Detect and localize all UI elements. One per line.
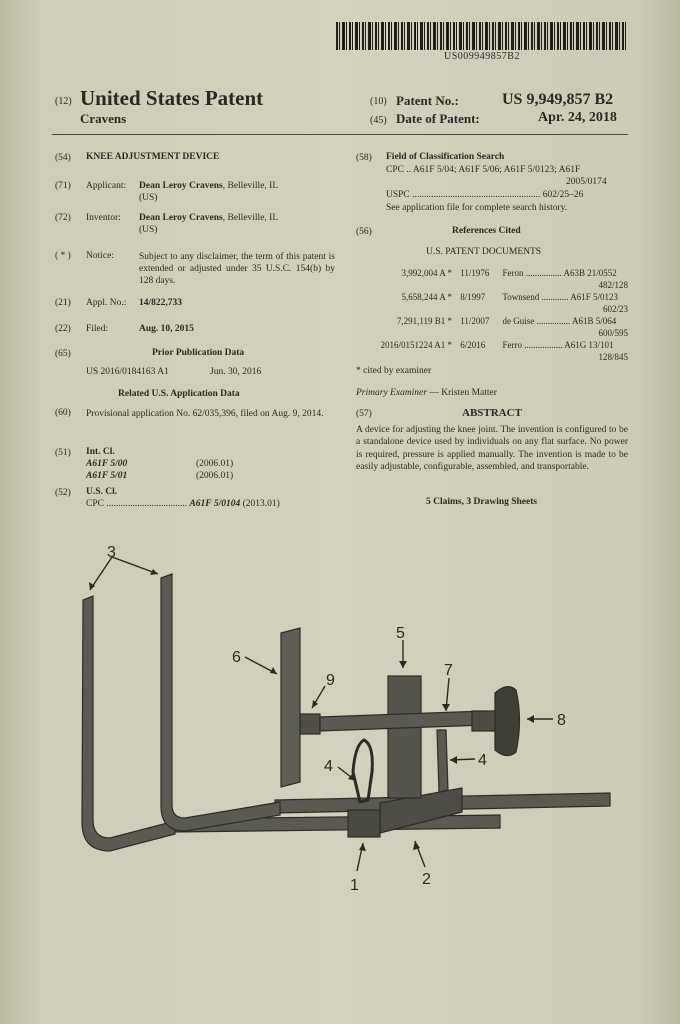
inventor-short: Cravens	[80, 111, 127, 126]
drawing-label: 6	[232, 649, 241, 666]
inventor-country: (US)	[139, 225, 158, 235]
ref-date: 8/1997	[460, 292, 486, 302]
uspc-dots: ......................................................	[412, 190, 541, 200]
uscl-label: U.S. Cl.	[86, 487, 118, 497]
ref-number: 5,658,244 A *	[401, 292, 452, 302]
clamp-block	[348, 810, 380, 837]
examiner-name: — Kristen Matter	[426, 388, 497, 398]
cpc-label: CPC	[86, 499, 104, 509]
applicant-name: Dean Leroy Cravens	[139, 181, 223, 191]
cpc-class: A61F 5/0104	[189, 499, 241, 509]
intcl-class-1: A61F 5/00	[86, 459, 128, 469]
uspc-value: 602/25–26	[542, 190, 584, 200]
notice-code: ( * )	[55, 251, 71, 261]
claims-summary: 5 Claims, 3 Drawing Sheets	[426, 497, 538, 507]
abstract-text: A device for adjusting the knee joint. The invention is configured to be a standalone device used by individuals on any flat surface. No power is required, pressure is applied manually. The invention is made to be easily adjustable, configurable, assembled, and transportable.	[356, 425, 628, 472]
cited-note: * cited by examiner	[356, 366, 432, 376]
ref-class-sub: 602/23	[602, 304, 628, 314]
provisional-text: Provisional application No. 62/035,396, filed on Aug. 9, 2014.	[86, 409, 324, 419]
ref-name: Feron ................	[502, 268, 562, 278]
handle-left	[353, 740, 372, 802]
ref-class-sub: 128/845	[598, 352, 628, 362]
u-frame-right	[161, 574, 280, 831]
uspc-label: USPC	[386, 190, 410, 200]
vertical-post	[388, 676, 421, 798]
ref-name: Townsend ............	[502, 292, 569, 302]
applicant-country: (US)	[139, 193, 158, 203]
appl-code: (21)	[55, 298, 71, 308]
ref-class: A63B 21/0552	[563, 268, 617, 278]
drawing-label: 4	[324, 758, 333, 775]
inventor-name: Dean Leroy Cravens	[139, 213, 223, 223]
patent-date: Apr. 24, 2018	[538, 110, 617, 125]
ref-name: Ferro .................	[502, 340, 563, 350]
uscl-code: (52)	[55, 488, 71, 498]
threaded-rod	[320, 711, 485, 731]
inventor-location: , Belleville, IL	[222, 213, 279, 223]
intcl-label: Int. Cl.	[86, 447, 115, 457]
prior-date: Jun. 30, 2016	[210, 367, 262, 377]
code-45: (45)	[370, 115, 387, 126]
patent-no-label: Patent No.:	[396, 93, 459, 108]
barcode-number: US009949857B2	[444, 51, 520, 62]
related-heading: Related U.S. Application Data	[118, 389, 240, 399]
ref-number: 2016/0151224 A1 *	[380, 340, 452, 350]
ref-date: 11/2007	[460, 316, 490, 326]
reference-row	[356, 268, 617, 278]
inventor-label: Inventor:	[86, 213, 121, 223]
filed-label: Filed:	[86, 324, 109, 334]
reference-row	[356, 292, 618, 302]
provisional-code: (60)	[55, 408, 71, 418]
drawing-label: 2	[422, 871, 431, 888]
appl-number: 14/822,733	[139, 298, 183, 308]
examiner-label: Primary Examiner	[356, 388, 427, 398]
ref-date: 6/2016	[460, 340, 486, 350]
filed-date: Aug. 10, 2015	[139, 324, 194, 334]
appl-label: Appl. No.:	[86, 298, 127, 308]
knob	[495, 687, 520, 756]
ref-date: 11/1976	[460, 268, 490, 278]
field-cpc-line-1: CPC .. A61F 5/04; A61F 5/06; A61F 5/0123; A61F	[386, 165, 581, 175]
ref-class: A61G 13/101	[564, 340, 614, 350]
ref-number: 7,291,119 B1 *	[396, 316, 452, 326]
ref-class: A61F 5/0123	[570, 292, 618, 302]
pad-plate	[281, 628, 300, 787]
invention-title: KNEE ADJUSTMENT DEVICE	[86, 152, 220, 162]
code-10: (10)	[370, 96, 387, 107]
drawing-label: 8	[557, 712, 566, 729]
handle-right	[437, 730, 448, 792]
cpc-dots: ..................................	[106, 499, 188, 509]
reference-row	[356, 340, 614, 350]
refs-code: (56)	[356, 227, 372, 237]
refs-heading: References Cited	[452, 226, 521, 236]
filed-code: (22)	[55, 324, 71, 334]
patent-number: US 9,949,857 B2	[502, 91, 614, 108]
ref-class-sub: 600/595	[598, 328, 628, 338]
ref-number: 3,992,004 A *	[401, 268, 452, 278]
field-cpc-line-2: 2005/0174	[566, 177, 607, 187]
drawing-label: 5	[396, 625, 405, 642]
code-12: (12)	[55, 96, 72, 107]
us-docs-heading: U.S. PATENT DOCUMENTS	[426, 247, 542, 257]
applicant-code: (71)	[55, 181, 71, 191]
field-code: (58)	[356, 153, 372, 163]
barcode	[336, 22, 626, 50]
header-rule	[52, 134, 628, 135]
intcl-class-2: A61F 5/01	[86, 471, 128, 481]
date-label: Date of Patent:	[396, 111, 480, 126]
notice-label: Notice:	[86, 251, 114, 261]
prior-publication: US 2016/0184163 A1	[86, 367, 169, 377]
cpc-version: (2013.01)	[242, 499, 280, 509]
intcl-version-2: (2006.01)	[196, 471, 234, 481]
field-heading: Field of Classification Search	[386, 152, 505, 162]
collar	[300, 714, 320, 734]
ref-class: A61B 5/064	[572, 316, 617, 326]
intcl-version-1: (2006.01)	[196, 459, 234, 469]
drawing-label: 4	[478, 752, 487, 769]
ref-name: de Guise ...............	[502, 316, 571, 326]
drawing-label: 7	[444, 662, 453, 679]
inventor-code: (72)	[55, 213, 71, 223]
intcl-code: (51)	[55, 448, 71, 458]
knob-hub	[472, 711, 496, 731]
abstract-code: (57)	[356, 409, 372, 419]
title-code: (54)	[55, 153, 71, 163]
drawing-label: 9	[326, 672, 335, 689]
drawing-label: 3	[107, 544, 116, 561]
applicant-label: Applicant:	[86, 181, 127, 191]
prior-code: (65)	[55, 349, 71, 359]
see-application: See application file for complete search history.	[386, 203, 568, 213]
prior-heading: Prior Publication Data	[152, 348, 245, 358]
reference-row	[356, 316, 616, 326]
abstract-heading: ABSTRACT	[462, 407, 522, 419]
notice-text: Subject to any disclaimer, the term of this patent is extended or adjusted under 35 U.S.C. 154(b) by 128 days.	[139, 252, 335, 286]
ref-class-sub: 482/128	[598, 280, 628, 290]
patent-title: United States Patent	[80, 86, 264, 110]
drawing-label: 1	[350, 877, 359, 894]
patent-drawing	[0, 520, 680, 940]
applicant-location: , Belleville, IL	[222, 181, 279, 191]
